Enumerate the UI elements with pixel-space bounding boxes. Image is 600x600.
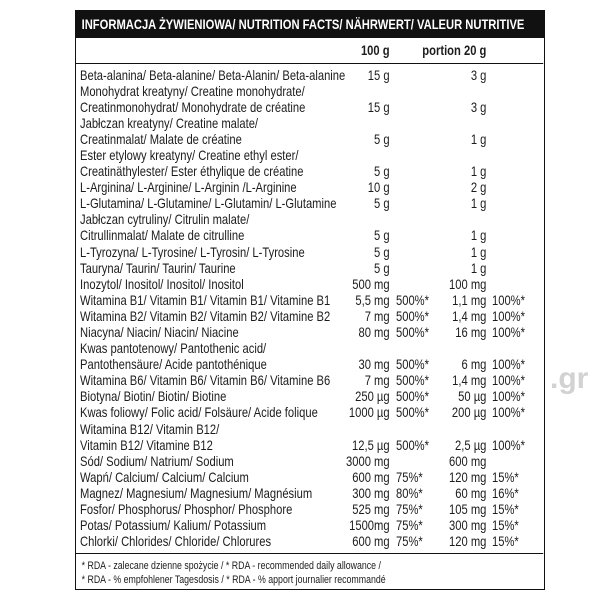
- rda-percent-portion: [486, 244, 543, 260]
- rda-percent-portion: [486, 179, 543, 195]
- rda-percent-portion: [486, 227, 543, 243]
- rda-percent-portion: 100%*: [492, 388, 526, 405]
- rda-percent-100g: 500%*: [396, 388, 430, 405]
- nutrient-name: Witamina B6/ Vitamin B6/ Vitamin B6/ Vitamine B6: [80, 372, 331, 389]
- amount-per-portion: 300 mg: [449, 517, 487, 534]
- rda-percent-portion: 15%*: [492, 468, 519, 485]
- nutrient-row: [76, 372, 543, 388]
- amount-per-100g: 7 mg: [364, 372, 390, 389]
- divider: [76, 553, 543, 554]
- footnote: * RDA - zalecane dzienne spożycie / * RDA - recommended daily allowance /: [81, 559, 381, 572]
- nutrient-name: Witamina B12/ Vitamin B12/: [80, 420, 220, 437]
- nutrient-name: Witamina B1/ Vitamin B1/ Vitamin B1/ Vitamine B1: [80, 291, 331, 308]
- amount-per-portion: 100 mg: [449, 275, 487, 292]
- rda-percent-portion: 100%*: [492, 291, 526, 308]
- amount-per-portion: 1 g: [470, 259, 487, 276]
- rda-percent-100g: [390, 244, 431, 260]
- amount-per-100g: 600 mg: [352, 533, 390, 550]
- nutrient-name: Vitamin B12/ Vitamine B12: [80, 436, 213, 453]
- amount-per-portion: 2 g: [470, 179, 487, 196]
- amount-per-100g: 525 mg: [352, 501, 390, 518]
- rda-percent-portion: [486, 276, 543, 292]
- rda-percent-100g: 500%*: [396, 307, 430, 324]
- nutrient-row: [76, 244, 543, 260]
- nutrient-row: [76, 324, 543, 340]
- label-content: [76, 11, 543, 588]
- nutrient-row: [76, 533, 543, 549]
- nutrient-row: [76, 227, 543, 243]
- rda-percent-portion: [486, 195, 543, 211]
- rda-percent-portion: 100%*: [492, 307, 526, 324]
- nutrient-row: [76, 211, 543, 227]
- rda-percent-portion: [486, 131, 543, 147]
- column-header-100g: 100 g: [360, 42, 390, 58]
- amount-per-100g: 5 g: [374, 243, 390, 260]
- nutrient-name: L-Tyrozyna/ L-Tyrosine/ L-Tyrosin/ L-Tyrosine: [80, 243, 305, 260]
- amount-per-100g: 5 g: [374, 259, 390, 276]
- nutrition-facts-label: [75, 10, 545, 590]
- column-header-portion: portion 20 g: [422, 42, 487, 58]
- amount-per-portion: 2,5 µg: [455, 436, 487, 453]
- nutrient-row: [76, 308, 543, 324]
- amount-per-portion: 1 g: [470, 130, 487, 147]
- amount-per-100g: 15 g: [367, 98, 390, 115]
- rda-percent-100g: [390, 276, 431, 292]
- amount-per-100g: 500 mg: [352, 275, 390, 292]
- rda-percent-portion: 16%*: [492, 484, 519, 501]
- amount-per-100g: 30 mg: [358, 356, 390, 373]
- rda-percent-100g: 75%*: [396, 468, 423, 485]
- rda-percent-100g: [390, 99, 431, 115]
- rda-percent-portion: [486, 67, 543, 83]
- amount-per-portion: 1 g: [470, 243, 487, 260]
- amount-per-100g: 5 g: [374, 130, 390, 147]
- rda-percent-100g: [390, 260, 431, 276]
- nutrient-name: Magnez/ Magnesium/ Magnesium/ Magnésium: [80, 484, 313, 501]
- nutrient-name: Kwas pantotenowy/ Pantothenic acid/: [80, 340, 267, 357]
- nutrient-name: Inozytol/ Inositol/ Inositol/ Inositol: [80, 275, 244, 292]
- amount-per-100g: 5 g: [374, 227, 390, 244]
- amount-per-portion: 1 g: [470, 227, 487, 244]
- nutrient-name: Creatinmalat/ Malate de créatine: [80, 130, 242, 147]
- nutrient-name: Sód/ Sodium/ Natrium/ Sodium: [80, 452, 234, 469]
- rda-percent-portion: 100%*: [492, 404, 526, 421]
- nutrient-name: Niacyna/ Niacin/ Niacin/ Niacine: [80, 324, 239, 340]
- nutrient-row: [76, 404, 543, 420]
- rda-percent-portion: 15%*: [492, 501, 519, 518]
- rda-percent-portion: 100%*: [492, 356, 526, 373]
- amount-per-100g: 250 µg: [355, 388, 390, 405]
- amount-per-portion: 16 mg: [455, 324, 487, 340]
- nutrient-name: Potas/ Potassium/ Kalium/ Potassium: [80, 517, 267, 534]
- rda-percent-100g: 500%*: [396, 291, 430, 308]
- nutrient-row: [76, 131, 543, 147]
- amount-per-100g: 80 mg: [358, 324, 390, 340]
- amount-per-portion: 1,1 mg: [452, 291, 487, 308]
- nutrient-name: Jabłczan kreatyny/ Creatine malate/: [80, 114, 259, 131]
- amount-per-100g: 5 g: [374, 163, 390, 180]
- nutrient-row: [76, 260, 543, 276]
- rda-percent-100g: [390, 163, 431, 179]
- rda-percent-portion: [486, 453, 543, 469]
- amount-per-portion: 200 µg: [451, 404, 487, 421]
- amount-per-portion: 1,4 mg: [452, 372, 487, 389]
- amount-per-100g: 300 mg: [352, 484, 390, 501]
- rda-percent-100g: 80%*: [396, 484, 423, 501]
- nutrient-name: Fosfor/ Phosphorus/ Phosphor/ Phosphore: [80, 501, 293, 518]
- rda-percent-100g: 75%*: [396, 501, 423, 518]
- amount-per-100g: 5,5 mg: [355, 291, 390, 308]
- amount-per-portion: 105 mg: [449, 501, 487, 518]
- divider: [76, 63, 543, 64]
- rda-percent-portion: 100%*: [492, 372, 526, 389]
- amount-per-100g: 1000 µg: [348, 404, 390, 421]
- nutrient-row: [76, 292, 543, 308]
- nutrient-row: [76, 147, 543, 163]
- nutrient-row: [76, 388, 543, 404]
- nutrient-row: [76, 340, 543, 356]
- nutrient-name: Witamina B2/ Vitamin B2/ Vitamin B2/ Vitamine B2: [80, 307, 331, 324]
- nutrient-row: [76, 163, 543, 179]
- nutrient-row: [76, 115, 543, 131]
- nutrient-row: [76, 469, 543, 485]
- rda-percent-100g: 500%*: [396, 324, 430, 340]
- rda-percent-portion: [486, 260, 543, 276]
- rda-percent-portion: 100%*: [492, 436, 526, 453]
- rda-percent-100g: 75%*: [396, 517, 423, 534]
- rda-percent-portion: 15%*: [492, 517, 519, 534]
- nutrient-row: [76, 276, 543, 292]
- amount-per-100g: 7 mg: [364, 307, 390, 324]
- nutrient-table: [76, 67, 543, 550]
- rda-percent-portion: 100%*: [492, 324, 526, 340]
- nutrient-name: Kwas foliowy/ Folic acid/ Folsäure/ Acide folique: [80, 404, 318, 421]
- rda-percent-100g: 500%*: [396, 356, 430, 373]
- rda-percent-100g: [390, 195, 431, 211]
- nutrient-row: [76, 501, 543, 517]
- nutrient-row: [76, 421, 543, 437]
- amount-per-portion: 120 mg: [449, 468, 487, 485]
- amount-per-portion: 3 g: [470, 98, 487, 115]
- rda-percent-portion: [486, 99, 543, 115]
- watermark: .gr: [550, 362, 589, 395]
- nutrient-name: Beta-alanina/ Beta-alanine/ Beta-Alanin/ Beta-alanine: [80, 66, 346, 83]
- nutrient-name: Creatinmonohydrat/ Monohydrate de créatine: [80, 98, 306, 115]
- amount-per-100g: 5 g: [374, 195, 390, 212]
- rda-percent-100g: 500%*: [396, 372, 430, 389]
- amount-per-portion: 600 mg: [449, 452, 487, 469]
- amount-per-100g: 3000 mg: [346, 452, 390, 469]
- rda-percent-100g: [390, 453, 431, 469]
- footnote: * RDA - % empfohlener Tagesdosis / * RDA - % apport journalier recommandé: [81, 573, 386, 586]
- nutrient-name: Wapń/ Calcium/ Calcium/ Calcium: [80, 468, 249, 485]
- amount-per-100g: 1500mg: [349, 517, 390, 534]
- rda-percent-100g: 500%*: [396, 436, 430, 453]
- amount-per-100g: 12,5 µg: [352, 436, 390, 453]
- nutrient-name: Pantothensäure/ Acide pantothénique: [80, 356, 267, 373]
- nutrient-name: Ester etylowy kreatyny/ Creatine ethyl ester/: [80, 146, 299, 163]
- footnotes: [82, 559, 386, 587]
- rda-percent-100g: [390, 131, 431, 147]
- nutrient-name: Jabłczan cytruliny/ Citrulin malate/: [80, 211, 250, 228]
- amount-per-portion: 1,4 mg: [452, 307, 487, 324]
- amount-per-100g: 15 g: [367, 66, 390, 83]
- amount-per-portion: 3 g: [470, 66, 487, 83]
- rda-percent-100g: [390, 227, 431, 243]
- rda-percent-portion: 15%*: [492, 533, 519, 550]
- amount-per-portion: 60 mg: [455, 484, 487, 501]
- nutrient-name: Monohydrat kreatyny/ Creatine monohydrate/: [80, 82, 305, 99]
- nutrient-row: [76, 67, 543, 83]
- nutrient-name: Tauryna/ Taurin/ Taurin/ Taurine: [80, 259, 236, 276]
- amount-per-portion: 6 mg: [461, 356, 487, 373]
- amount-per-100g: 10 g: [367, 179, 390, 196]
- rda-percent-portion: [486, 163, 543, 179]
- rda-percent-100g: [390, 67, 431, 83]
- amount-per-portion: 50 µg: [458, 388, 487, 405]
- nutrient-row: [76, 99, 543, 115]
- rda-percent-100g: 500%*: [396, 404, 430, 421]
- nutrient-row: [76, 83, 543, 99]
- nutrient-name: L-Glutamina/ L-Glutamine/ L-Glutamin/ L-Glutamine: [80, 195, 337, 212]
- nutrient-name: L-Arginina/ L-Arginine/ L-Arginin /L-Arginine: [80, 179, 297, 196]
- nutrient-row: [76, 179, 543, 195]
- nutrient-name: Creatinäthylester/ Ester éthylique de créatine: [80, 163, 304, 180]
- amount-per-portion: 1 g: [470, 195, 487, 212]
- nutrient-name: Chlorki/ Chlorides/ Chloride/ Chlorures: [80, 533, 272, 550]
- nutrient-row: [76, 195, 543, 211]
- nutrient-row: [76, 517, 543, 533]
- amount-per-portion: 1 g: [470, 163, 487, 180]
- nutrient-row: [76, 453, 543, 469]
- nutrient-name: Biotyna/ Biotin/ Biotin/ Biotine: [80, 388, 227, 405]
- rda-percent-100g: 75%*: [396, 533, 423, 550]
- nutrient-name: Citrullinmalat/ Malate de citrulline: [80, 227, 245, 244]
- nutrient-row: [76, 356, 543, 372]
- nutrient-row: [76, 437, 543, 453]
- label-title: INFORMACJA ŻYWIENIOWA/ NUTRITION FACTS/ NÄHRWERT/ VALEUR NUTRITIVE: [81, 16, 525, 32]
- nutrient-row: [76, 485, 543, 501]
- amount-per-100g: 600 mg: [352, 468, 390, 485]
- rda-percent-100g: [390, 179, 431, 195]
- amount-per-portion: 120 mg: [449, 533, 487, 550]
